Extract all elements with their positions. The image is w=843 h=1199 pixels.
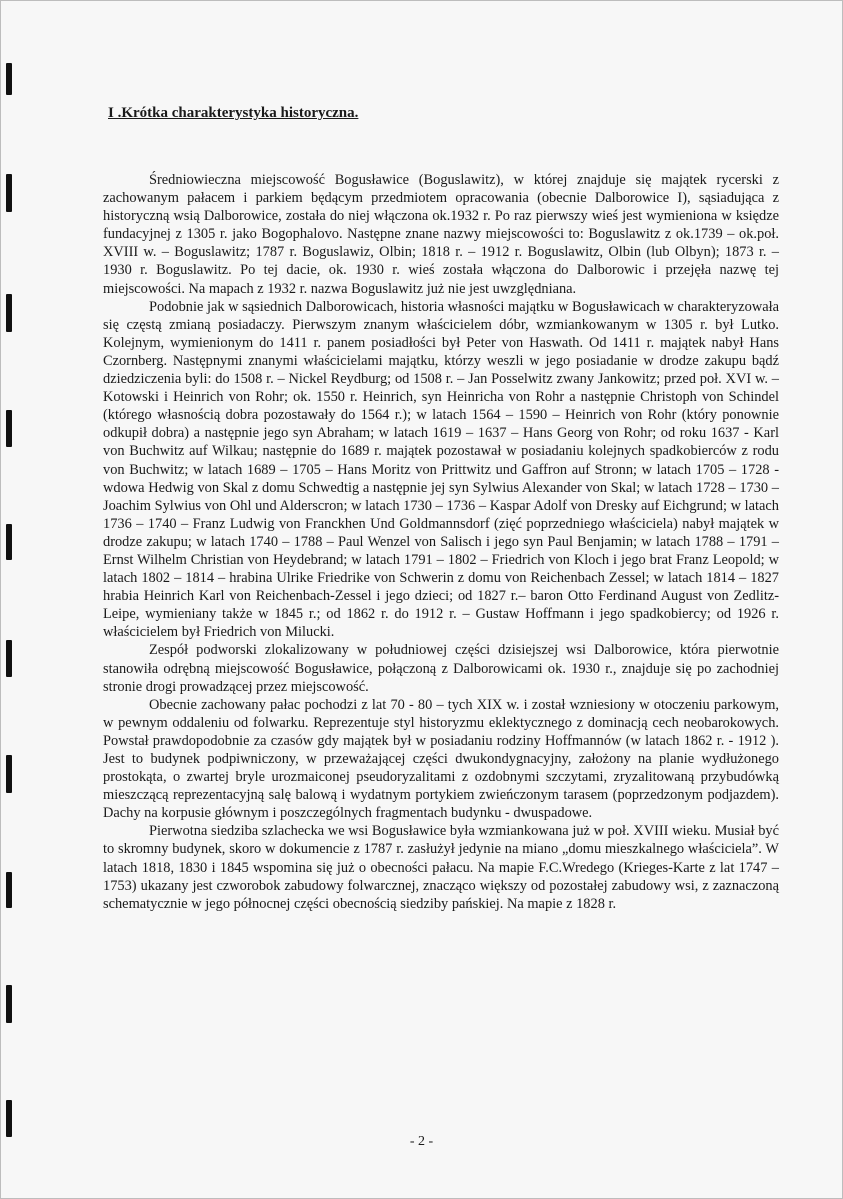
binder-hole-mark: [6, 1100, 12, 1137]
binder-hole-mark: [6, 872, 12, 908]
section-heading: I .Krótka charakterystyka historyczna.: [108, 105, 359, 121]
paragraph: Średniowieczna miejscowość Bogusławice (Boguslawitz), w której znajduje się majątek rycerski z zachowanym pałacem i parkiem będącym przedmiotem opracowania (obecnie Dalborowice I), sąsiadująca z historyczną wsią Dalborowice, została do niej włączona ok.1932 r. Po raz pierwszy wieś jest wymieniona w księdze fundacyjnej z 1305 r. jako Bogophalovo. Następne znane nazwy miejscowości to: Boguslawitz z ok.1739 – ok.poł. XVIII w. – Boguslawitz; 1787 r. Boguslawiz, Olbin; 1818 r. – 1912 r. Boguslawitz, Olbin (lub Olbyn); 1873 r. – 1930 r. Boguslawitz. Po tej dacie, ok. 1930 r. wieś została włączona do Dalborowic i przejęła nazwę tej miejscowości. Na mapach z 1932 r. nazwa Boguslawitz już nie jest uwzględniana.: [103, 172, 779, 297]
paragraph: Pierwotna siedziba szlachecka we wsi Bogusławice była wzmiankowana już w poł. XVIII wieku. Musiał być to skromny budynek, skoro w dokumencie z 1787 r. zasłużył jedynie na miano „domu mieszkalnego właściciela”. W latach 1818, 1830 i 1845 wspomina się już o obecności pałacu. Na mapie F.C.Wredego (Krieges-Karte z lat 1747 – 1753) ukazany jest czworobok zabudowy folwarcznej, znacząco większy od pozostałej zabudowy wsi, z zaznaczoną schematycznie w jego północnej części obecnością siedziby pańskiej. Na mapie z 1828 r.: [103, 823, 779, 912]
page-number: - 2 -: [409, 1134, 434, 1149]
binder-hole-mark: [6, 524, 12, 560]
paragraph: Zespół podworski zlokalizowany w południowej części dzisiejszej wsi Dalborowice, która pierwotnie stanowiła odrębną miejscowość Bogusławice, połączoną z Dalborowicami ok. 1930 r., znajduje się po zachodniej stronie drogi prowadzącej przez miejscowość.: [103, 642, 779, 695]
binder-hole-mark: [6, 294, 12, 332]
binder-hole-mark: [6, 410, 12, 447]
body-text: [103, 171, 779, 913]
binder-hole-mark: [6, 174, 12, 212]
paragraph: Obecnie zachowany pałac pochodzi z lat 70 - 80 – tych XIX w. i został wzniesiony w otoczeniu parkowym, w pewnym oddaleniu od folwarku. Reprezentuje styl historyzmu eklektycznego z dominacją cech neobarokowych. Powstał prawdopodobnie za czasów gdy majątek był w posiadaniu rodziny Hoffmannów (w latach 1862 r. - 1912 ). Jest to budynek podpiwniczony, w przeważającej części dwukondygnacyjny, założony na planie wydłużonego prostokąta, o zwartej bryle urozmaiconej pseudoryzalitami z ozdobnymi szczytami, zryzalitowaną przybudówką mieszczącą reprezentacyjną salę balową i wydatnym portykiem zwieńczonym tarasem (poprzedzonym podjazdem). Dachy na korpusie głównym i poszczególnych fragmentach budynku - dwuspadowe.: [103, 696, 779, 822]
binder-hole-mark: [6, 640, 12, 677]
binder-hole-mark: [6, 755, 12, 793]
binder-hole-mark: [6, 985, 12, 1023]
paragraph: Podobnie jak w sąsiednich Dalborowicach, historia własności majątku w Bogusławicach w charakteryzowała się częstą zmianą posiadaczy. Pierwszym znanym właścicielem dóbr, wzmiankowanym w 1305 r. był Lutko. Kolejnym, wymienionym do 1411 r. panem posiadłości był Peter von Haswath. Od 1411 r. majątek nabył Hans Czornberg. Następnymi znanymi właścicielami majątku, którzy weszli w jego posiadanie w drodze zakupu bądź dziedziczenia byli: do 1508 r. – Nickel Reydburg; od 1508 r. – Jan Posselwitz zwany Jankowitz; przed poł. XVI w. –Kotowski i Heinrich von Rohr; ok. 1550 r. Heinrich, syn Heinricha von Rohr a następnie Christoph von Schindel (którego własnością dobra pozostawały do 1564 r.); w latach 1564 – 1590 – Heinrich von Rohr (który ponownie odkupił dobra) a następnie jego syn Abraham; w latach 1619 – 1637 – Hans Georg von Rohr; od roku 1637 - Karl von Buchwitz auf Wilkau; następnie do 1689 r. majątek pozostawał w posiadaniu kolejnych spadkobierców z rodu von Buchwitz; w latach 1689 – 1705 – Hans Moritz von Prittwitz und Gaffron auf Stronn; w latach 1705 – 1728 - wdowa Hedwig von Skal z domu Schwedtig a następnie jej syn Sylwius Alexander von Skal; w latach 1728 – 1730 – Joachim Sylwius von Ohl und Alderscron; w latach 1730 – 1736 – Kaspar Adolf von Dresky auf Eichgrund; w latach 1736 – 1740 – Franz Ludwig von Franckhen Und Goldmannsdorf (zięć poprzedniego właściciela) nabył majątek w drodze zakupu; w latach 1740 – 1788 – Paul Wenzel von Salisch i jego syn Paul Benjamin; w latach 1788 – 1791 – Ernst Wilhelm Christian von Heydebrand; w latach 1791 – 1802 – Friedrich von Kloch i jego brat Franz Leopold; w latach 1802 – 1814 – hrabina Ulrike Friedrike von Schwerin z domu von Reichenbach Zessel; w latach 1814 – 1827 hrabia Heinrich Karl von Reichenbach-Zessel i jego dzieci; od 1827 r.– baron Otto Ferdinand August von Zedlitz-Leipe, wymieniany także w 1845 r.; od 1862 r. do 1912 r. – Gustaw Hoffmann i jego spadkobiercy; od 1926 r. właścicielem był Friedrich von Milucki.: [103, 298, 779, 641]
binder-hole-mark: [6, 63, 12, 95]
